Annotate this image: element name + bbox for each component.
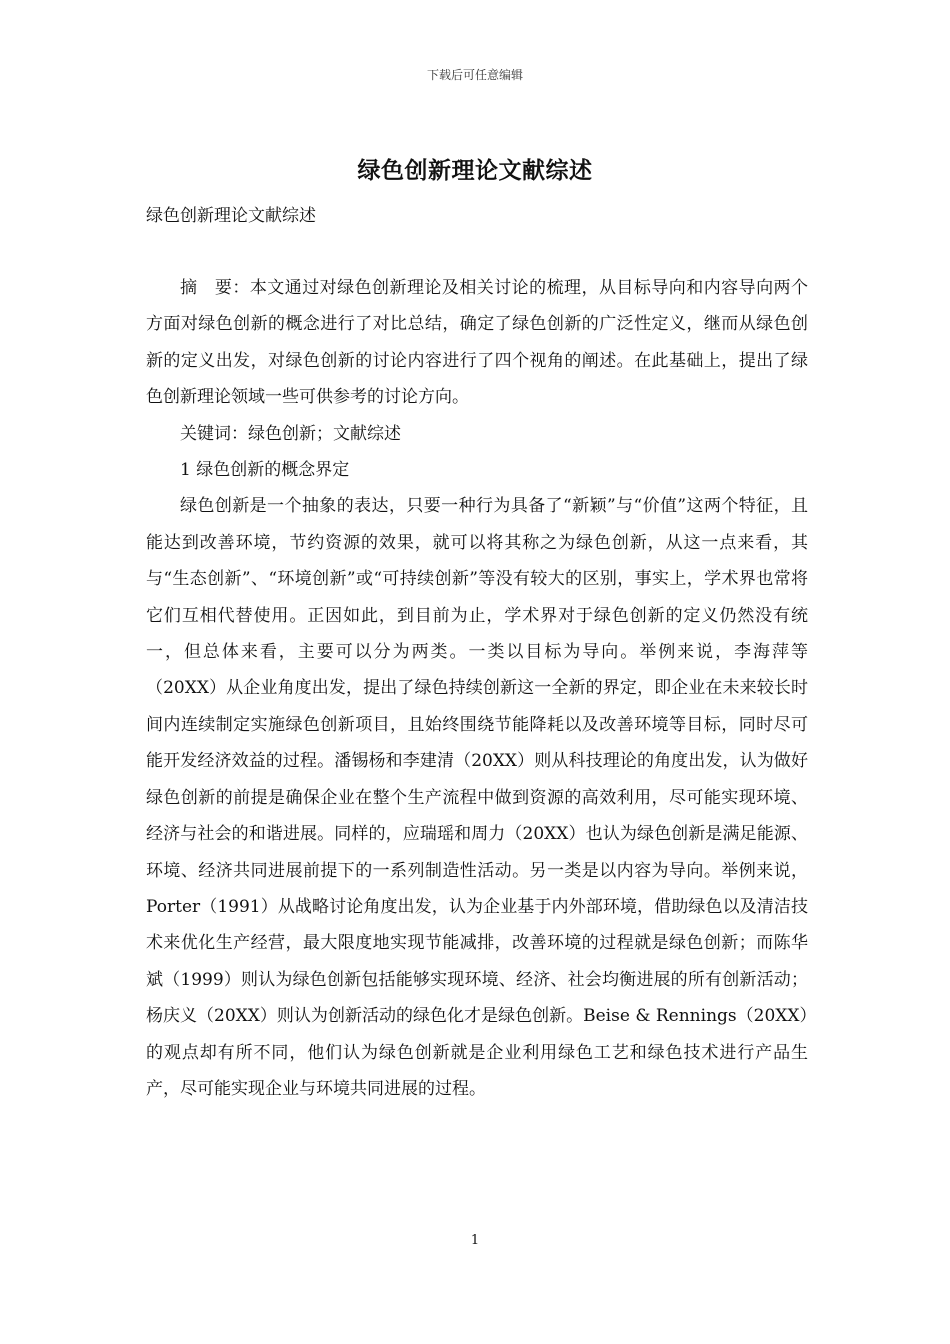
abstract-paragraph: 摘 要：本文通过对绿色创新理论及相关讨论的梳理，从目标导向和内容导向两个方面对绿色创新的概念进行了对比总结，确定了绿色创新的广泛性定义，继而从绿色创新的定义出发，对绿色创新的讨论内容进行了四个视角的阐述。在此基础上，提出了绿色创新理论领域一些可供参考的讨论方向。: [146, 278, 808, 408]
document-title: 绿色创新理论文献综述: [357, 157, 593, 184]
header-note: 下载后可任意编辑: [426, 68, 523, 82]
section-body-paragraph: 绿色创新是一个抽象的表达，只要一种行为具备了“新颖”与“价值”这两个特征，且能达到改善环境，节约资源的效果，就可以将其称之为绿色创新，从这一点来看，其与“生态创新”、“环境创新”或“可持续创新”等没有较大的区别，事实上，学术界也常将它们互相代替使用。正因如此，到目前为止，学术界对于绿色创新的定义仍然没有统一，但总体来看，主要可以分为两类。一类以目标为导向。举例来说，李海萍等（20XX）从企业角度出发，提出了绿色持续创新这一全新的界定，即企业在未来较长时间内连续制定实施绿色创新项目，且始终围绕节能降耗以及改善环境等目标，同时尽可能开发经济效益的过程。潘锡杨和李建清（20XX）则从科技理论的角度出发，认为做好绿色创新的前提是确保企业在整个生产流程中做到资源的高效利用，尽可能实现环境、经济与社会的和谐进展。同样的，应瑞瑶和周力（20XX）也认为绿色创新是满足能源、环境、经济共同进展前提下的一系列制造性活动。另一类是以内容为导向。举例来说，Porter（1991）从战略讨论角度出发，认为企业基于内外部环境，借助绿色以及清洁技术来优化生产经营，最大限度地实现节能减排，改善环境的过程就是绿色创新；而陈华斌（1999）则认为绿色创新包括能够实现环境、经济、社会均衡进展的所有创新活动；杨庆义（20XX）则认为创新活动的绿色化才是绿色创新。Beise & Rennings（20XX）的观点却有所不同，他们认为绿色创新就是企业利用绿色工艺和绿色技术进行产品生产，尽可能实现企业与环境共同进展的过程。: [146, 496, 808, 1099]
section-heading: 1 绿色创新的概念界定: [180, 460, 350, 481]
document-body: [146, 270, 808, 1107]
document-subtitle: 绿色创新理论文献综述: [146, 206, 316, 226]
keywords-line: 关键词：绿色创新；文献综述: [180, 423, 401, 444]
page-number: 1: [470, 1233, 480, 1248]
